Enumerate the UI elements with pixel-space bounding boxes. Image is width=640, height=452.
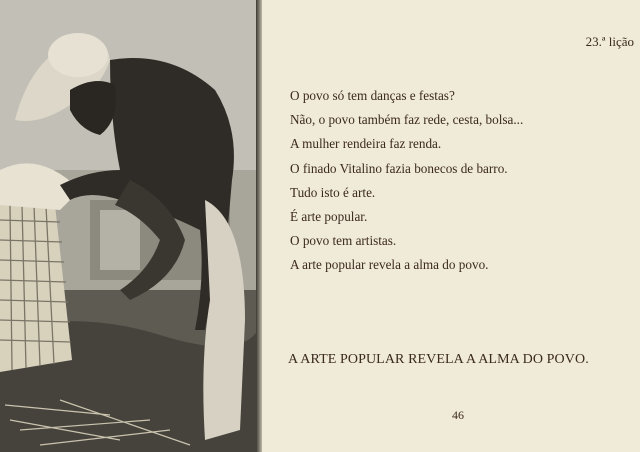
text-line: Não, o povo também faz rede, cesta, bolsa...	[290, 112, 524, 128]
text-line: A mulher rendeira faz renda.	[290, 136, 442, 152]
summary-line: A ARTE POPULAR REVELA A ALMA DO POVO.	[288, 352, 589, 367]
text-line: O finado Vitalino fazia bonecos de barro.	[290, 160, 508, 176]
lesson-label: 23.ª lição	[585, 34, 634, 49]
text-line: O povo tem artistas.	[290, 233, 397, 249]
basket-weaver-photo-icon	[0, 0, 258, 452]
photo-page	[0, 0, 258, 452]
text-line: O povo só tem danças e festas?	[290, 88, 455, 103]
lesson-text	[290, 84, 523, 278]
text-line: Tudo isto é arte.	[290, 184, 376, 200]
text-line: A arte popular revela a alma do povo.	[290, 257, 489, 273]
text-page	[262, 0, 640, 452]
text-line: É arte popular.	[290, 208, 368, 224]
page-number: 46	[452, 408, 464, 422]
